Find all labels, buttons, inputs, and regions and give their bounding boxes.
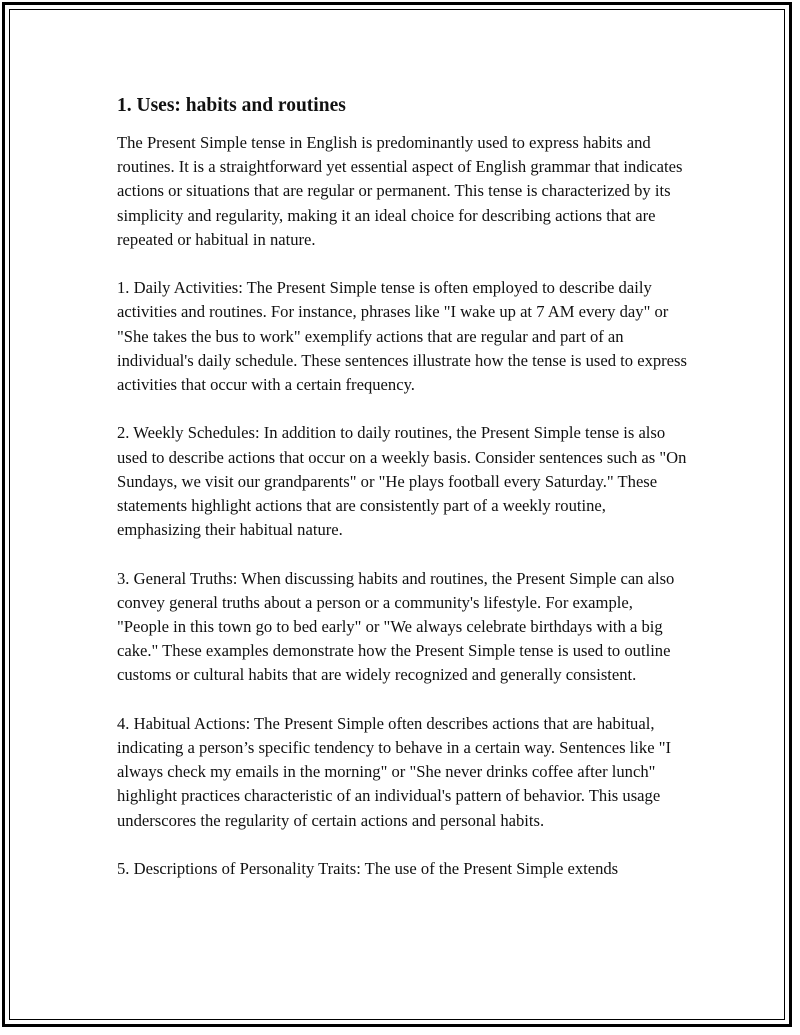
habitual-actions-paragraph: 4. Habitual Actions: The Present Simple often describes actions that are habitual, indicating a person’s specific tendency to behave in a certain way. Sentences like "I always check my emails in the morning" or "She never drinks coffee after lunch" highlight practices characteristic of an individual's pattern of behavior. This usage underscores the regularity of certain actions and personal habits. xyxy=(117,713,672,830)
document-body xyxy=(117,92,687,905)
weekly-schedules-paragraph: 2. Weekly Schedules: In addition to daily routines, the Present Simple tense is also used to describe actions that occur on a weekly basis. Consider sentences such as "On Sundays, we visit our grandparents" or "He plays football every Saturday." These statements highlight actions that are consistently part of a weekly routine, emphasizing their habitual nature. xyxy=(117,423,687,540)
section-heading: 1. Uses: habits and routines xyxy=(117,95,346,116)
daily-activities-paragraph: 1. Daily Activities: The Present Simple tense is often employed to describe daily activities and routines. For instance, phrases like "I wake up at 7 AM every day" or "She takes the bus to work" exemplify actions that are regular and part of an individual's daily schedule. These sentences illustrate how the tense is used to express activities that occur with a certain frequency. xyxy=(117,278,687,395)
general-truths-paragraph: 3. General Truths: When discussing habits and routines, the Present Simple can also convey general truths about a person or a community's lifestyle. For example, "People in this town go to bed early" or "We always celebrate birthdays with a big cake." These examples demonstrate how the Present Simple tense is used to outline customs or cultural habits that are widely recognized and generally consistent. xyxy=(117,568,675,685)
intro-paragraph: The Present Simple tense in English is predominantly used to express habits and routines. It is a straightforward yet essential aspect of English grammar that indicates actions or situations that are regular or permanent. This tense is characterized by its simplicity and regularity, making it an ideal choice for describing actions that are repeated or habitual in nature. xyxy=(117,133,683,249)
personality-traits-paragraph: 5. Descriptions of Personality Traits: The use of the Present Simple extends xyxy=(117,859,619,879)
